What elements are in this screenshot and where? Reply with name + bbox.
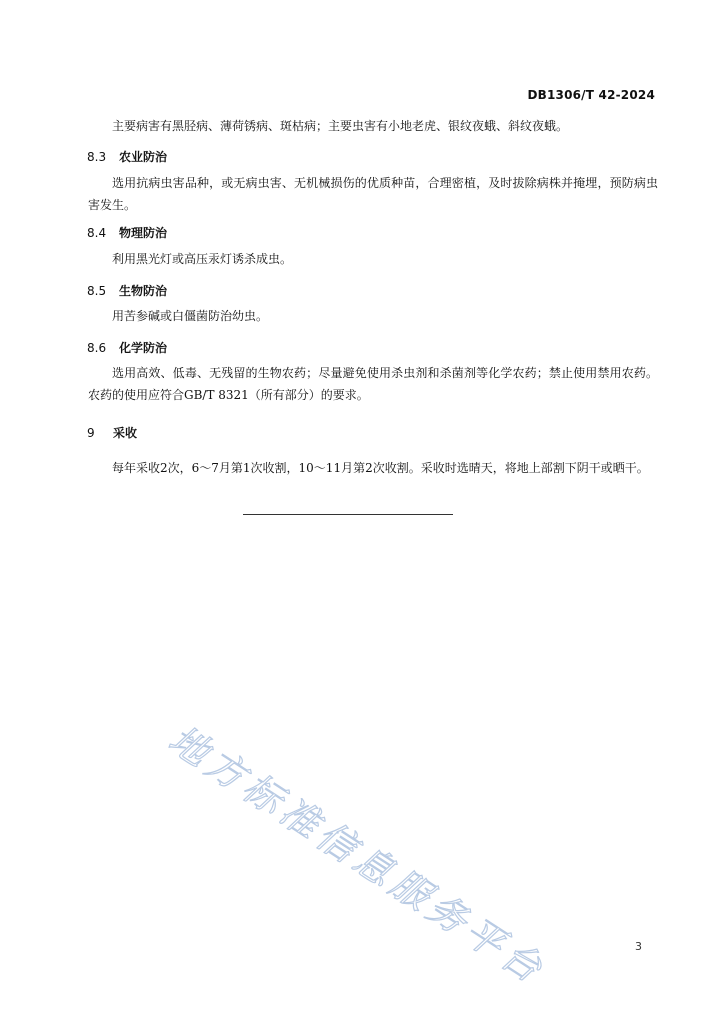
- section-8-6-heading: [87, 339, 167, 356]
- section-8-5-heading: [87, 282, 167, 299]
- section-8-3-heading: [87, 148, 167, 165]
- section-8-3-text: 选用抗病虫害品种，或无病虫害、无机械损伤的优质种苗，合理密植，及时拔除病株并掩埋，预防病虫害发生。: [88, 176, 658, 212]
- section-number: 8.5: [87, 284, 107, 298]
- section-title: 物理防治: [119, 226, 168, 240]
- section-8-5-text: 用苦参碱或白僵菌防治幼虫。: [112, 309, 269, 323]
- section-number: 8.4: [87, 226, 107, 240]
- paragraph-diseases: 主要病害有黑胫病、薄荷锈病、斑枯病；主要虫害有小地老虎、银纹夜蛾、斜纹夜蛾。: [112, 119, 569, 133]
- section-number: 8.6: [87, 341, 107, 355]
- section-8-6-text: 选用高效、低毒、无残留的生物农药；尽量避免使用杀虫剂和杀菌剂等化学农药；禁止使用禁用农药。农药的使用应符合GB/T 8321（所有部分）的要求。: [88, 366, 658, 402]
- section-title: 采收: [113, 426, 138, 440]
- section-8-4-heading: [87, 224, 167, 241]
- section-9-text: 每年采收2次，6～7月第1次收割，10～11月第2次收割。采收时选晴天，将地上部割下阴干或晒干。: [112, 461, 649, 475]
- section-title: 生物防治: [119, 284, 168, 298]
- section-number: 8.3: [87, 150, 107, 164]
- section-8-4-text: 利用黑光灯或高压汞灯诱杀成虫。: [112, 252, 293, 266]
- watermark: 地方标准信息服务平台: [161, 716, 555, 994]
- section-number: 9: [87, 426, 95, 440]
- document-code: DB1306/T 42-2024: [527, 88, 655, 102]
- section-9-heading: [87, 424, 137, 441]
- page-number: 3: [635, 940, 642, 953]
- end-divider: [243, 514, 453, 515]
- section-title: 农业防治: [119, 150, 168, 164]
- section-title: 化学防治: [119, 341, 168, 355]
